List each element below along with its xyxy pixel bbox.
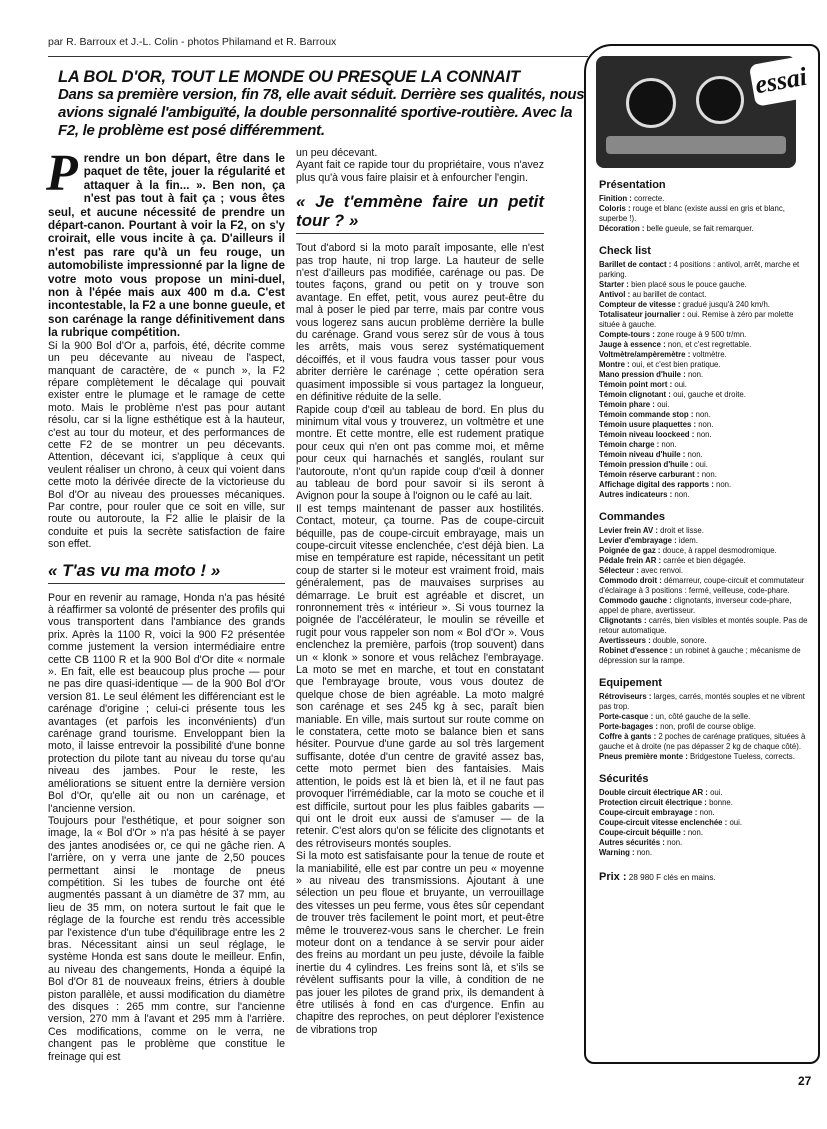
spec-label: Témoin pression d'huile : (599, 460, 694, 469)
spec-label: Pédale frein AR : (599, 556, 662, 565)
paragraph: Rapide coup d'œil au tableau de bord. En plus du minimum vital vous y trouverez, un voltmètre et une montre. Et cette montre, elle est rudement pratique pour ceux qui n'en ont pas comme moi, et même pour ceux qui harnachés et sanglés, roulant sur l'autoroute, n'ont qu'un rapide coup d'œil à donner au tableau de bord pour savoir si ils seront à Avignon pour la soupe à l'oignon ou le café au lait. (296, 403, 544, 503)
spec-item (599, 194, 811, 204)
spec-item (599, 808, 811, 818)
spec-label: Témoin niveau d'huile : (599, 450, 686, 459)
spec-label: Jauge à essence : (599, 340, 666, 349)
spec-label: Montre : (599, 360, 630, 369)
spec-value: carrés, bien visibles et montés souple. Pas de retour automatique. (599, 616, 808, 635)
text-column-1 (46, 145, 285, 1063)
spec-label: Pneus première monte : (599, 752, 688, 761)
spec-item (599, 310, 811, 330)
spec-item (599, 546, 811, 556)
spec-value: oui. Remise à zéro par molette située à gauche. (599, 310, 794, 329)
spec-label: Témoin réserve carburant : (599, 470, 700, 479)
spec-item (599, 732, 811, 752)
spec-value: correcte. (634, 194, 665, 203)
spec-label: Finition : (599, 194, 632, 203)
spec-value: gradué jusqu'à 240 km/h. (682, 300, 770, 309)
spec-item (599, 420, 811, 430)
spec-label: Compte-tours : (599, 330, 655, 339)
spec-item (599, 380, 811, 390)
spec-value: au barillet de contact. (632, 290, 707, 299)
spec-item (599, 300, 811, 310)
spec-value: idem. (678, 536, 698, 545)
spec-item (599, 360, 811, 370)
spec-value: belle gueule, se fait remarquer. (646, 224, 754, 233)
spec-item (599, 848, 811, 858)
spec-item (599, 556, 811, 566)
spec-label: Barillet de contact : (599, 260, 672, 269)
spec-label: Témoin niveau loockeed : (599, 430, 695, 439)
price-value: 28 980 F clés en mains. (628, 873, 716, 882)
section-title-commandes: Commandes (599, 511, 666, 523)
spec-label: Coffre à gants : (599, 732, 657, 741)
paragraph: Ayant fait ce rapide tour du propriétaire, vous n'avez plus qu'à vous faire plaisir et à enfourcher l'engin. (296, 159, 544, 184)
spec-item (599, 260, 811, 280)
spec-label: Double circuit électrique AR : (599, 788, 708, 797)
spec-item (599, 596, 811, 616)
spec-item (599, 646, 811, 666)
spec-item (599, 340, 811, 350)
article-headline (58, 68, 588, 140)
spec-list (599, 180, 811, 883)
spec-value: non. (636, 848, 653, 857)
spec-item (599, 636, 811, 646)
spec-item (599, 440, 811, 450)
spec-item (599, 450, 811, 460)
spec-label: Coupe-circuit vitesse enclenchée : (599, 818, 728, 827)
page-number: 27 (798, 1074, 812, 1088)
spec-item (599, 470, 811, 480)
spec-value: non. (699, 808, 715, 817)
spec-label: Starter : (599, 280, 629, 289)
spec-value: oui. (695, 460, 708, 469)
spec-label: Porte-bagages : (599, 722, 658, 731)
spec-item (599, 788, 811, 798)
spec-item (599, 566, 811, 576)
spec-label: Témoin phare : (599, 400, 655, 409)
spec-label: Warning : (599, 848, 635, 857)
spec-item (599, 400, 811, 410)
spec-label: Coloris : (599, 204, 631, 213)
spec-value: avec renvoi. (641, 566, 684, 575)
spec-value: bonne. (709, 798, 733, 807)
spec-item (599, 290, 811, 300)
spec-item (599, 526, 811, 536)
spec-item (599, 818, 811, 828)
spec-value: oui. (710, 788, 723, 797)
section-title-securites: Sécurités (599, 773, 649, 785)
spec-label: Autres indicateurs : (599, 490, 673, 499)
spec-label: Témoin usure plaquettes : (599, 420, 697, 429)
lead-paragraph (46, 145, 285, 340)
spec-item (599, 204, 811, 224)
subheading: « Je t'emmène faire un petit tour ? » (296, 192, 544, 234)
header-rule (48, 56, 588, 57)
spec-label: Coupe-circuit embrayage : (599, 808, 698, 817)
spec-value: zone rouge à 9 500 tr/mn. (657, 330, 747, 339)
spec-label: Mano pression d'huile : (599, 370, 686, 379)
spec-item (599, 752, 811, 762)
paragraph: Pour en revenir au ramage, Honda n'a pas hésité à réaffirmer sa volonté de présenter des profils qui vous transportent dans l'ambiance des grands prix. Après la 1100 R, voici la 900 F2 présentée comme justement la version intermédiaire entre cette CB 1100 R et la 900 Bol d'Or dite « normale ». En fait, elle est beaucoup plus proche — pour ne pas dire quasi-identique — de la 900 Bol d'Or version 81. Le seul élément les différenciant est le carénage d'origine ; celui-ci présente tous les avantages (et parfois les inconvénients) d'un carénage grand tourisme. Enveloppant bien la moto, il laisse entrevoir la possibilité d'une bonne protection du pilote tant au niveau du torse qu'au niveau des jambes. Pour le reste, les améliorations se situent entre la dernière version Bol d'Or, qu'elle ait ou non un carénage, et l'ancienne version. (48, 591, 285, 815)
spec-value: non. (696, 430, 712, 439)
spec-value: voltmètre. (692, 350, 727, 359)
spec-value: non, profil de course oblige. (660, 722, 756, 731)
spec-value: démarreur, coupe-circuit et commutateur d'éclairage à 3 positions : fermé, veilleuse, code-phare. (599, 576, 805, 595)
spec-value: non. (701, 470, 717, 479)
spec-label: Avertisseurs : (599, 636, 651, 645)
spec-value: non. (715, 480, 732, 489)
tachometer-gauge-icon (696, 76, 744, 124)
spec-value: oui, et c'est bien pratique. (631, 360, 721, 369)
spec-value: bien placé sous le pouce gauche. (631, 280, 747, 289)
paragraph: Si la 900 Bol d'Or a, parfois, été, décrite comme un peu décevante au niveau de l'aspect, manquant de caractère, de « punch », la F2 répare complètement le décalage qui pouvait exister entre le plumage et le ramage de cette moto. Mais le problème n'est pas pour autant résolu, car si la ligne esthétique est à la hauteur, c'est au tour du moteur, et des performances de cette F2 de se montrer un peu décevants. Attention, décevant ici, s'applique à ceux qui veulent réaliser un chrono, à ceux qui voient dans cette moto la dérivée directe de la victorieuse du Bol d'Or au niveau des prouesses mécaniques. Par contre, pour rouler que ce soit en ville, sur route ou autoroute, la F2 allie le plaisir de la conduite et puis la secrète satisfaction de faire son effet. (48, 339, 285, 551)
spec-item (599, 224, 811, 234)
spec-value: non, et c'est regrettable. (667, 340, 752, 349)
spec-value: non. (687, 828, 703, 837)
spec-item (599, 280, 811, 290)
paragraph: un peu décevant. (296, 147, 378, 159)
spec-value: non. (661, 440, 677, 449)
spec-item (599, 616, 811, 636)
text-column-2 (296, 147, 544, 1036)
spec-value: droit et lisse. (660, 526, 704, 535)
article-deck: Dans sa première version, fin 78, elle avait séduit. Derrière ses qualités, nous avions signalé l'ambiguïté, la double personnalité sportive-routière. Avec la F2, le problème est posé différemment. (58, 86, 585, 139)
spec-item (599, 350, 811, 360)
spec-item (599, 330, 811, 340)
spec-label: Levier frein AV : (599, 526, 658, 535)
subheading: « T'as vu ma moto ! » (48, 561, 285, 584)
spec-label: Porte-casque : (599, 712, 654, 721)
handlebar-shape (606, 136, 786, 154)
article-title: LA BOL D'OR, TOUT LE MONDE OU PRESQUE LA CONNAIT (58, 68, 520, 86)
spec-label: Levier d'embrayage : (599, 536, 677, 545)
price-label: Prix : (599, 871, 627, 883)
spec-label: Commodo droit : (599, 576, 662, 585)
spec-item (599, 838, 811, 848)
spec-label: Témoin commande stop : (599, 410, 694, 419)
spec-label: Décoration : (599, 224, 645, 233)
lead-text: rendre un bon départ, être dans le paquet de tête, jouer la régularité et attaquer à la fin... ». Ben non, ça n'est pas tout à fait ça ; vous êtes seul, et aucune nécessité de prendre un départ-canon. Pourtant à voir la F2, on s'y croirait, elle vous incite à ça. D'ailleurs il n'est pas rare qu'à un feu rouge, un automobiliste impressionné par la ligne de votre moto vous propose un mini-duel, non à l'épée mais aux 400 m d.a. C'est incontestable, la F2 a une bonne gueule, et son carénage la range définitivement dans la rubrique compétition. (48, 152, 285, 340)
spec-value: non. (698, 420, 714, 429)
spec-value: non. (674, 490, 690, 499)
price (599, 872, 811, 883)
spec-value: non. (695, 410, 711, 419)
paragraph: Toujours pour l'esthétique, et pour soigner son image, la « Bol d'Or » n'a pas hésité à se payer des jantes anodisées or, ce qui ne gâche rien. A l'arrière, on y verra une jante de 2,50 pouces permettant ainsi le montage de pneus compétition. Si les tubes de fourche ont été augmentés passant à un diamètre de 37 mm, au lieu de 35 mm, on notera surtout le fait que le réglage de la fourche est rendu très accessible par l'existence d'un tube d'équilibrage entre les 2 bras. Nécessitant ainsi un seul réglage, le système Honda est sans doute le meilleur. Enfin, au niveau des changements, Honda a équipé la Bol d'Or 81 de nouveaux freins, étriers à double piston parallèle, et aussi modification du diamètre des disques : 265 mm contre, sur l'ancienne version, 270 mm à l'avant et 295 mm à l'arrière. Ces modifications, comme on le verra, ne changent pas le problème que constitue le freinage qui est (48, 814, 285, 1063)
spec-item (599, 410, 811, 420)
spec-item (599, 722, 811, 732)
spec-item (599, 370, 811, 380)
spec-value: rouge et blanc (existe aussi en gris et blanc, superbe !). (599, 204, 785, 223)
essai-logo: essai (749, 55, 813, 106)
paragraph: Tout d'abord si la moto paraît imposante, elle n'est pas trop haute, ni trop large. La hauteur de selle n'est d'ailleurs pas modifiée, carénage ou pas. De toutes façons, grand ou petit on y trouve son avantage. En effet, petit, vous aurez peut-être du mal à poser le pied par terre, mais par contre vous vous logerez sans aucun problème derrière la bulle du carénage. Grand vous serez sûr de vous à tous les arrêts, mais vous serez systématiquement décoiffés, et il vous faudra vous tasser pour vous abriter derrière le carénage ; cette opération sera quasiment impossible si vous partagez la longueur, en définitive réduite de la selle. (296, 242, 544, 404)
spec-item (599, 692, 811, 712)
spec-value: un robinet à gauche ; mécanisme de dépression sur la rampe. (599, 646, 801, 665)
spec-value: non. (687, 370, 704, 379)
spec-label: Rétroviseurs : (599, 692, 652, 701)
spec-value: douce, à rappel desmodromique. (662, 546, 777, 555)
spec-label: Affichage digital des rapports : (599, 480, 714, 489)
drop-cap: P (46, 145, 78, 202)
spec-item (599, 536, 811, 546)
spec-value: oui. (729, 818, 743, 827)
spec-value: 4 positions : antivol, arrêt, marche et parking. (599, 260, 800, 279)
spec-value: oui, gauche et droite. (673, 390, 746, 399)
section-title-presentation: Présentation (599, 179, 666, 191)
spec-label: Témoin point mort : (599, 380, 673, 389)
spec-label: Robinet d'essence : (599, 646, 673, 655)
spec-item (599, 828, 811, 838)
photo-credits: par R. Barroux et J.-L. Colin - photos Philamand et R. Barroux (48, 36, 337, 48)
spec-label: Témoin clignotant : (599, 390, 671, 399)
spec-label: Poignée de gaz : (599, 546, 661, 555)
spec-item (599, 460, 811, 470)
spec-value: larges, carrés, montés souples et ne vibrent pas trop. (599, 692, 805, 711)
spec-label: Sélecteur : (599, 566, 639, 575)
spec-item (599, 798, 811, 808)
spec-value: Bridgestone Tueless, corrects. (690, 752, 795, 761)
spec-value: un, côté gauche de la selle. (655, 712, 751, 721)
speedometer-gauge-icon (626, 78, 676, 128)
spec-label: Compteur de vitesse : (599, 300, 681, 309)
spec-item (599, 480, 811, 490)
spec-value: non. (687, 450, 703, 459)
paragraph: Si la moto est satisfaisante pour la tenue de route et la maniabilité, elle est par contre un peu « moyenne » au niveau des transmissions. Ajoutant à une sélection un peu floue et bruyante, un verrouillage des vitesses un peu ferme, vous êtes sûr cependant de trouver très facilement le point mort, et peut-être même le trouverez-vous sans le chercher. Le frein moteur dont on a tendance à se servir pour aider des freins au mordant un peu juste, dévoile la faible inertie du 4 cylindres. Les freins sont là, et s'ils se révèlent suffisants pour la ville, à condition de ne pas jouer les pilotes de grand prix, ils demandent à être utilisés à fond en cas d'urgence. Enfin au chapitre des reproches, on peut déplorer l'existence de vibrations trop (296, 850, 544, 1036)
paragraph: Il est temps maintenant de passer aux hostilités. Contact, moteur, ça tourne. Pas de coupe-circuit béquille, pas de coupe-circuit embrayage, mais un coupe-circuit vitesse enclenchée, c'est déjà bien. La mise en température est rapide, nécessitant un petit coup de starter si le moteur est vraiment froid, mais généralement, pas de mauvaises surprises au démarrage. Le bruit est agréable et discret, un ronronnement très « intérieur ». Si vous tournez la poignée de l'accélérateur, le moulin se réveille et rugit pour vous rappeler son nom « Bol d'Or ». Vous enclenchez la première, parfois (trop souvent) dans un « klonk » sonore et vous relâchez l'embrayage. La moto se met en marche, et tout en constatant que l'embrayage broute, vous vous doutez de quelque chose de bien agréable. La moto malgré son carénage et ses 245 kg à sec, paraît bien maniable. En ville, mais surtout sur route comme on le constatera, cette moto se balance bien et sans hésiter. Pourvue d'une garde au sol très largement suffisante, dotée d'un centre de gravité assez bas, cette moto permet bien des fantaisies. Mais attention, le poids est là et bien là, et il ne faut pas provoquer l'irrémédiable, car la moto se couche et il est difficile, surtout pour les plus faibles gabarits — qui ont le droit eux aussi de s'amuser — de la retenir. C'est alors qu'on se félicite des clignotants et des rétroviseurs montés souples. (296, 502, 544, 850)
spec-value: double, sonore. (652, 636, 707, 645)
spec-label: Voltmètre/ampèremètre : (599, 350, 691, 359)
spec-label: Antivol : (599, 290, 631, 299)
section-title-equipement: Equipement (599, 677, 662, 689)
section-title-checklist: Check list (599, 245, 651, 257)
spec-label: Commodo gauche : (599, 596, 672, 605)
spec-value: oui. (674, 380, 687, 389)
spec-label: Coupe-circuit béquille : (599, 828, 686, 837)
spec-value: oui. (657, 400, 670, 409)
spec-label: Autres sécurités : (599, 838, 665, 847)
spec-item (599, 390, 811, 400)
spec-label: Témoin charge : (599, 440, 660, 449)
spec-item (599, 576, 811, 596)
spec-item (599, 430, 811, 440)
spec-value: non. (667, 838, 683, 847)
spec-value: carrée et bien dégagée. (663, 556, 746, 565)
spec-label: Totalisateur journalier : (599, 310, 686, 319)
spec-label: Protection circuit électrique : (599, 798, 707, 807)
spec-value: clignotants, inverseur code-phare, appel de phare, avertisseur. (599, 596, 792, 615)
spec-label: Clignotants : (599, 616, 647, 625)
spec-item (599, 712, 811, 722)
spec-value: 2 poches de carénage pratiques, situées à gauche et à droite (ne pas dépasser 2 kg de chaque côté). (599, 732, 806, 751)
spec-item (599, 490, 811, 500)
